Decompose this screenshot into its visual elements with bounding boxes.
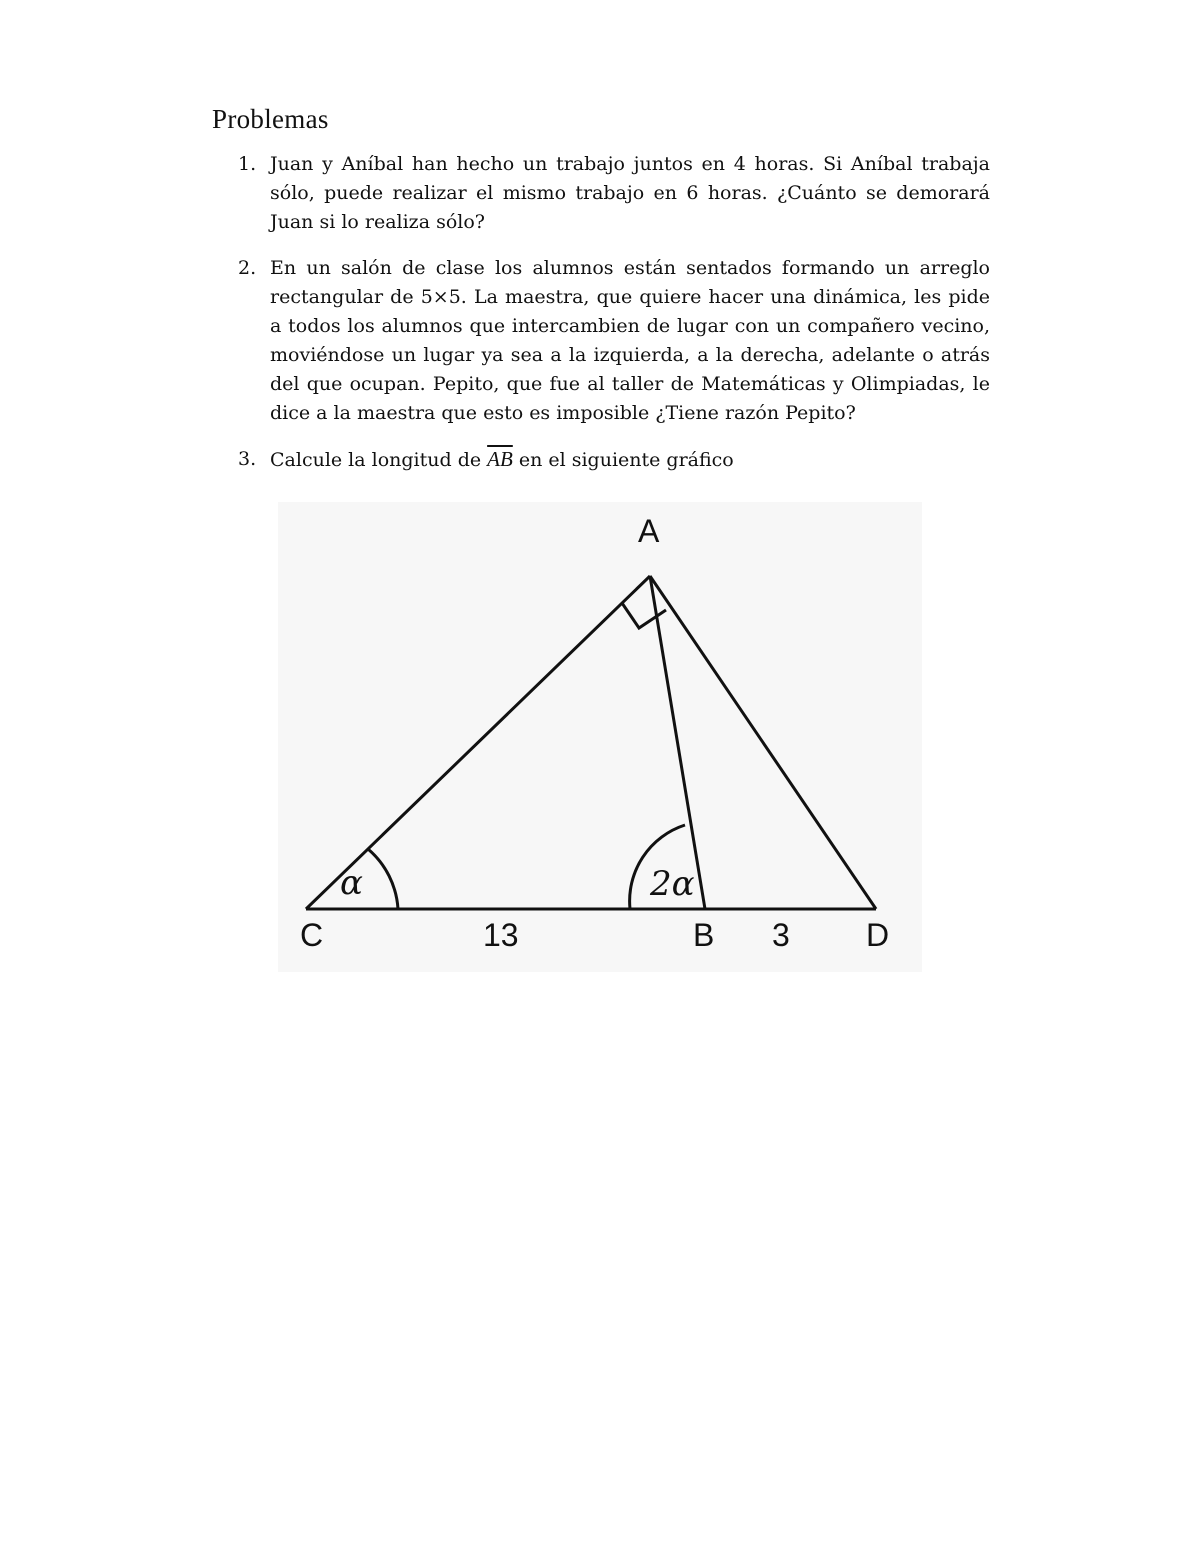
length-label-cb: 13 [483,917,519,953]
point-label-d: D [866,917,890,953]
problem-number: 3. [238,448,257,470]
point-label-b: B [693,917,715,953]
angle-label-c: α [340,863,363,903]
problem-number: 1. [238,153,257,175]
point-label-c: C [300,917,324,953]
segment-ab-label: $\overline{AB}$ [487,447,513,471]
section-title: Problemas [212,104,329,134]
problem-2 [212,254,990,428]
problem-3 [212,445,990,475]
problem-text-after: en el siguiente gráfico [512,449,734,471]
problem-text-before: Calcule la longitud de [270,449,488,471]
problem-text: Juan y Aníbal han hecho un trabajo juntos en 4 horas. Si Aníbal trabaja sólo, puede realizar el mismo trabajo en 6 horas. ¿Cuánto se demorará Juan si lo realiza sólo? [270,153,990,233]
point-label-a: A [638,513,660,549]
figure-background [278,502,922,972]
problem-text: En un salón de clase los alumnos están sentados formando un arreglo rectangular de 5×5. La maestra, que quiere hacer una dinámica, les pide a todos los alumnos que intercambien de lugar con un compañero vecino, moviéndose un lugar ya sea a la izquierda, a la derecha, adelante o atrás del que ocupan. Pepito, que fue al taller de Matemáticas y Olimpiadas, le dice a la maestra que esto es imposible ¿Tiene razón Pepito? [270,257,990,424]
problem-1 [212,150,990,237]
problem-number: 2. [238,257,257,279]
problem-list [212,150,990,492]
triangle-diagram [278,502,922,972]
length-label-bd: 3 [772,917,790,953]
triangle-figure [278,502,922,972]
angle-label-b: 2α [650,864,695,904]
